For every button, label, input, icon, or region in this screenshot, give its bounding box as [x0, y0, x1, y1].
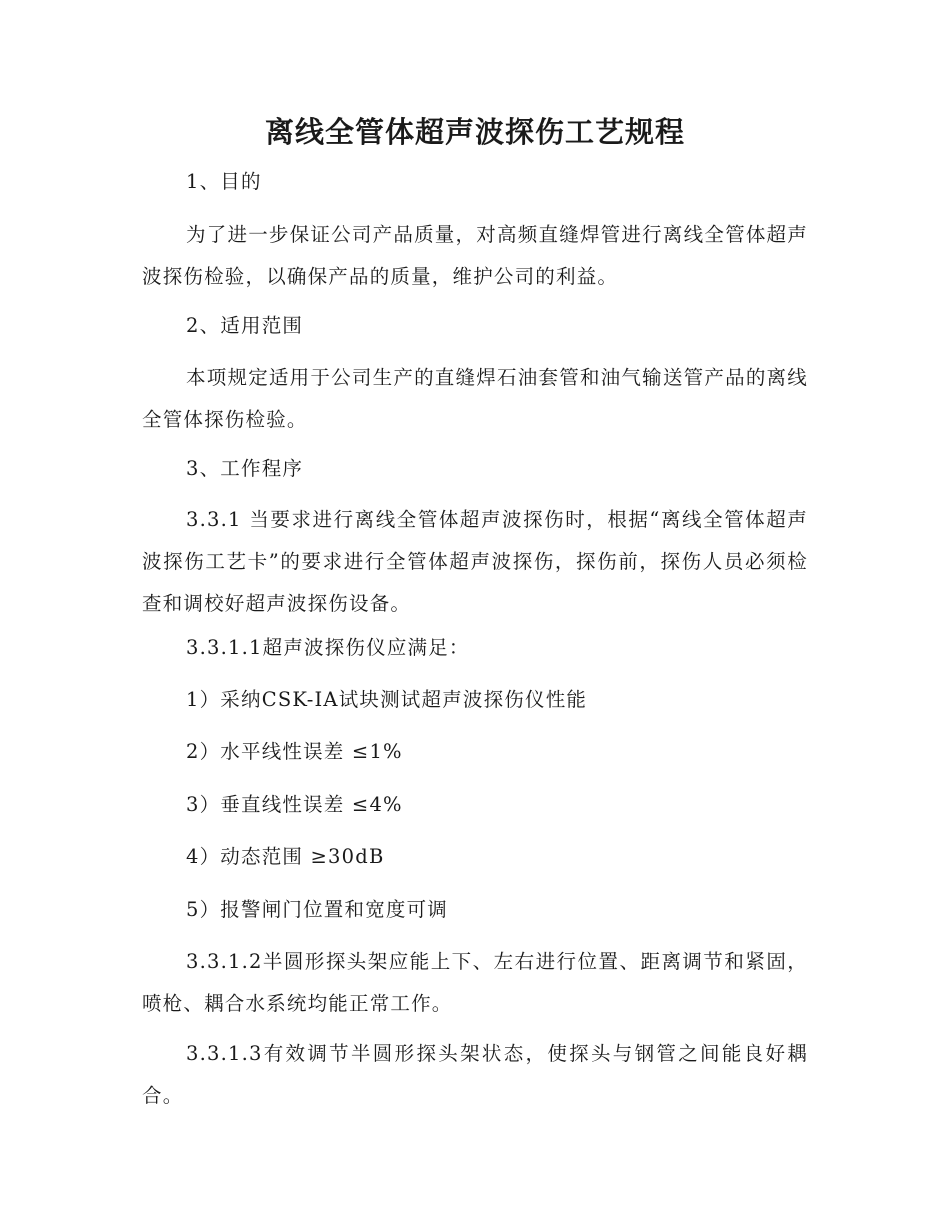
paragraph-3-3-1: 3.3.1 当要求进行离线全管体超声波探伤时，根据“离线全管体超声波探伤工艺卡”的要求进行全管体超声波探伤，探伤前，探伤人员必须检查和调校好超声波探伤设备。: [142, 508, 808, 615]
paragraph-3-3-1-3: 3.3.1.3有效调节半圆形探头架状态，使探头与钢管之间能良好耦合。: [142, 1042, 808, 1107]
paragraph-3-3-1-2: 3.3.1.2半圆形探头架应能上下、左右进行位置、距离调节和紧固，喷枪、耦合水系统均能正常工作。: [142, 950, 808, 1015]
list-item-5: 5）报警闸门位置和宽度可调: [186, 898, 449, 921]
list-item-1: 1）采纳CSK-ⅠA试块测试超声波探伤仪性能: [186, 688, 588, 711]
list-item-2: 2）水平线性误差 ≤1%: [186, 740, 403, 763]
list-item-4: 4）动态范围 ≥30dB: [186, 845, 385, 868]
list-item-3: 3）垂直线性误差 ≤4%: [186, 793, 403, 816]
section-heading-procedure: 3、工作程序: [186, 457, 304, 480]
document-title: 离线全管体超声波探伤工艺规程: [264, 115, 685, 149]
paragraph-purpose: 为了进一步保证公司产品质量，对高频直缝焊管进行离线全管体超声波探伤检验，以确保产品的质量，维护公司的利益。: [142, 223, 808, 288]
paragraph-scope: 本项规定适用于公司生产的直缝焊石油套管和油气输送管产品的离线全管体探伤检验。: [142, 366, 808, 431]
section-heading-scope: 2、适用范围: [186, 314, 304, 337]
paragraph-3-3-1-1: 3.3.1.1超声波探伤仪应满足：: [186, 636, 470, 659]
section-heading-purpose: 1、目的: [186, 170, 262, 193]
